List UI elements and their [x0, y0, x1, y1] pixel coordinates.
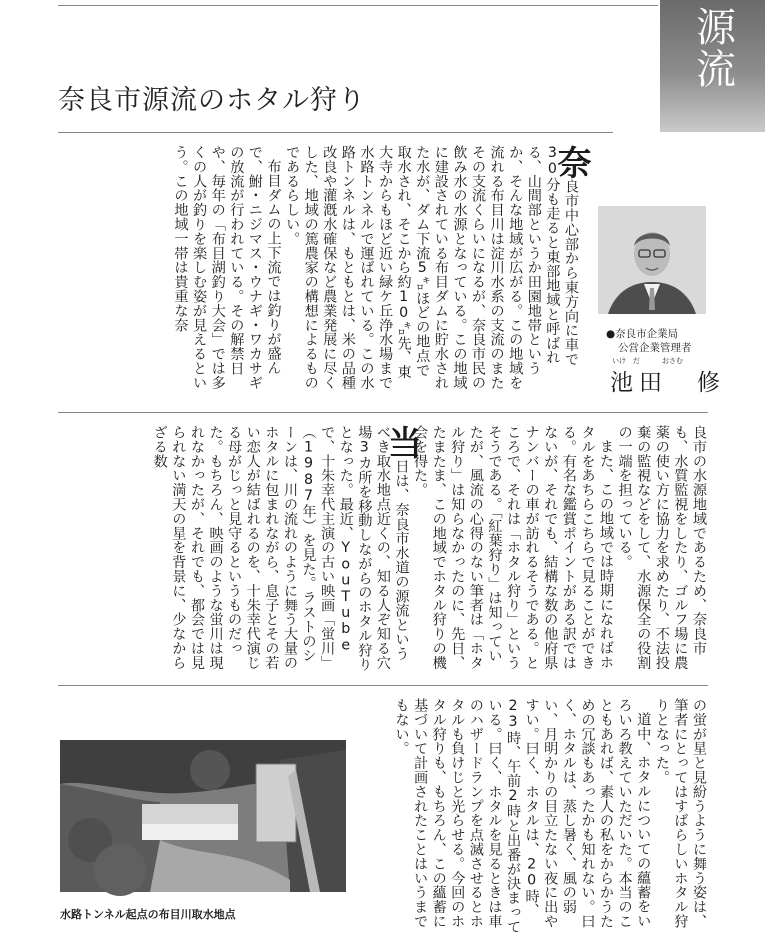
drop-cap-2: 当 — [381, 425, 422, 460]
article-block-3 — [360, 698, 708, 938]
author-ruby-family: いけ だ — [612, 357, 640, 365]
paragraph-2: 布目ダムの上下流では釣りが盛んで、鮒・ニジマス・ウナギ・ワカサギの放流が行われている。その解禁日や、毎年の「布目湖釣り大会」では多くの人が釣りを楽しむ姿が見えるという。この地域一帯は貴重な奈 — [172, 145, 282, 390]
top-rule — [58, 5, 658, 6]
divider-2 — [58, 685, 708, 686]
author-portrait — [598, 206, 706, 314]
category-tag — [660, 0, 765, 132]
paragraph-5: 当日は、奈良市水道の源流というべき取水地点近くの、知る人ぞ知る穴場3カ所を移動しながらのホタル狩りとなった。最近、YouTubeで、十朱幸代主演の古い映画「蛍川」（1987年）を見た。ラストのシーンは、川の流れのように舞う大量のホタルに包まれながら、息子とその若い恋人が結ばれるのを、十朱幸代演じる母がじっと見守るというものだった。もちろん、映画のような蛍川は現れなかったが、それでも、都会では見られない満天の星を背景に、少なからざる数 — [151, 425, 422, 672]
article-block-2 — [60, 425, 708, 673]
author-ruby-given: おさむ — [662, 357, 683, 365]
page-title: 奈良市源流のホタル狩り — [58, 85, 366, 116]
drop-cap-1: 奈 — [551, 145, 591, 180]
category-tag-text: 源流 — [689, 6, 736, 90]
photo-caption: 水路トンネル起点の布目川取水地点 — [60, 908, 236, 921]
author-affiliation — [606, 327, 692, 355]
title-rule — [58, 132, 613, 133]
paragraph-4: また、この地域では時期になればホタルをあちらこちらで見ることができる。有名な鑑賞ポイントがある訳ではないが、それでも、結構な数の他府県ナンバーの車が訪れるそうである。ところで、それは「ホタル狩り」というそうである。「紅葉狩り」は知っていたが、風流の心得のない筆者は「ホタル狩り」は知らなかったのに、先日、たまたま、この地域でホタル狩りの機会を得た。 — [412, 425, 615, 670]
author-name: 池田 修 — [610, 370, 726, 396]
water-intake-photo — [60, 740, 346, 892]
paragraph-7: 道中、ホタルについての蘊蓄をいろいろ教えていただいた。本当のこともあれば、素人の私をからかうための冗談もあったかも知れない。曰く、ホタルは、蒸し暑く、風の弱い、月明かりの目立たない夜に出やすい。曰く、ホタルは、20時、23時、午前2時と出番が決まっている。曰く、ホタルを見るときは車のハザードランプを点滅させるとホタルも負けじと光らせる。今回のホタル狩りも、もちろん、この蘊蓄に基づいて計画されたことはいうまでもない。 — [393, 698, 652, 934]
article-block-1 — [60, 145, 591, 390]
author-org: ●奈良市企業局 — [606, 328, 679, 340]
paragraph-1: 奈良市中心部から東方向に車で30分も走ると東部地域と呼ばれる、山間部というか田園地帯というか、そんな地域が広がる。この地域を流れる布目川は淀川水系の支流のまたその支流くらいになるが、奈良市民の飲み水の水源となっている。この地域に建設されている布目ダムに貯水された水が、ダム下流5㌔ほどの地点で取水され、そこから約10㌔先、東大寺からもほど近い緑ケ丘浄水場まで水路トンネルで運ばれている。この水路トンネルは、もともとは、米の品種改良や灌漑水確保など農業発展に尽くした、地域の篤農家の構想によるものであるらしい。 — [284, 145, 591, 390]
divider-1 — [58, 412, 708, 413]
author-role: 公営企業管理者 — [618, 342, 692, 354]
paragraph-3: 良市の水源地域であるため、奈良市も、水質監視をしたり、ゴルフ場に農薬の使い方に協力を求めたり、不法投棄の監視などをして、水源保全の役割の一端を担っている。 — [616, 425, 707, 670]
paragraph-6: の蛍が星と見紛うように舞う姿は、筆者にとってはすばらしいホタル狩りとなった。 — [653, 698, 707, 929]
